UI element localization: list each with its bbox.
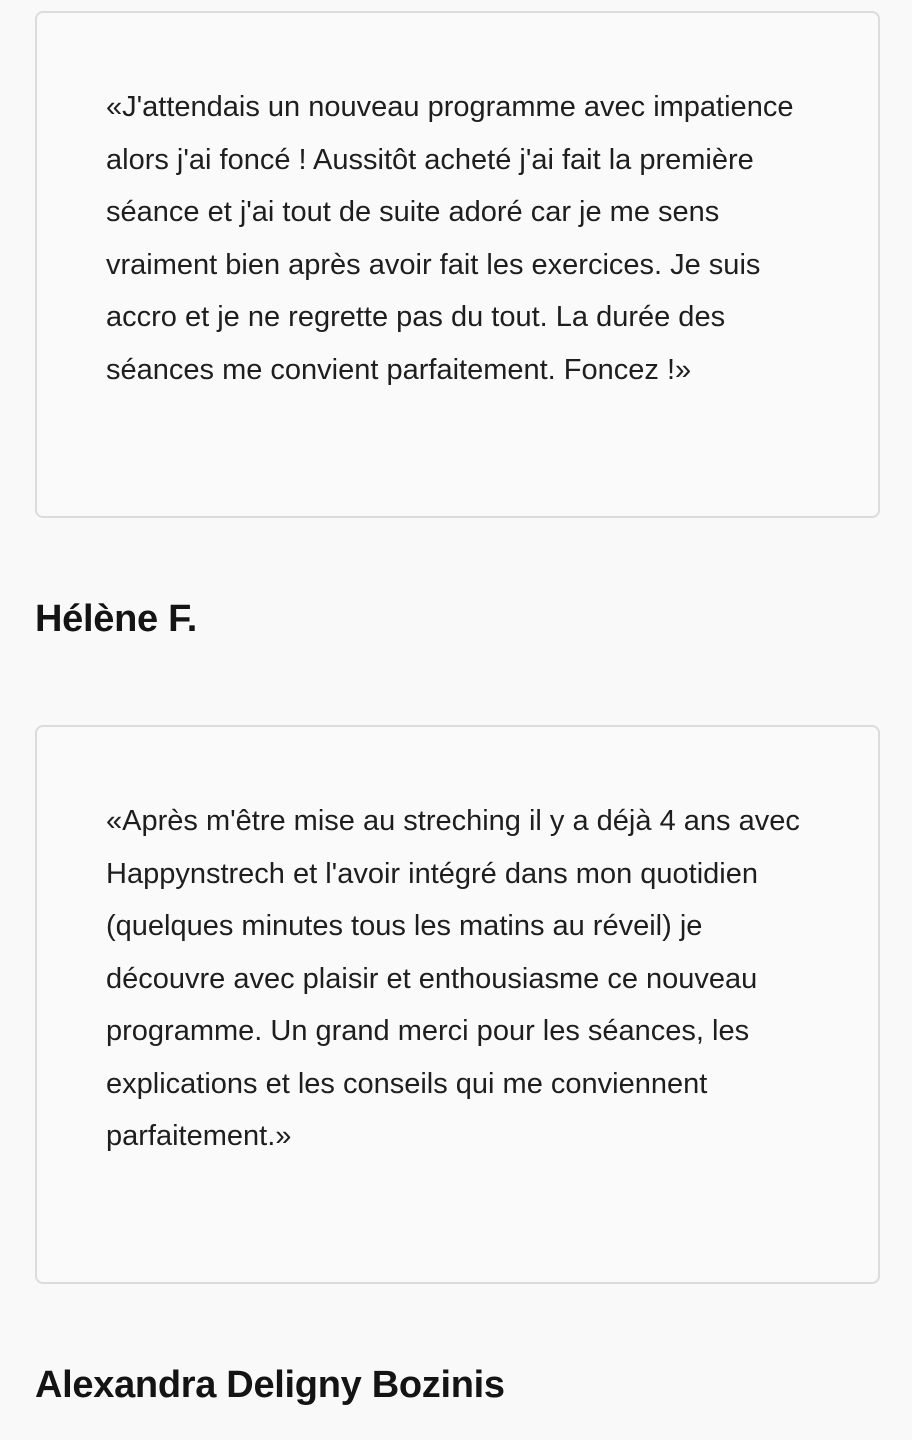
testimonial-quote: «J'attendais un nouveau programme avec impatience alors j'ai foncé ! Aussitôt acheté j'ai fait la première séance et j'ai tout de suite adoré car je me sens vraiment bien après avoir fait les exercices. Je suis accro et je ne regrette pas du tout. La durée des séances me convient parfaitement. Foncez !» (106, 91, 794, 386)
testimonial-card (35, 11, 880, 518)
testimonial-author: Hélène F. (35, 598, 198, 640)
testimonial-quote: «Après m'être mise au streching il y a déjà 4 ans avec Happynstrech et l'avoir intégré dans mon quotidien (quelques minutes tous les matins au réveil) je découvre avec plaisir et enthousiasme ce nouveau programme. Un grand merci pour les séances, les explications et les conseils qui me conviennent parfaitement.» (106, 805, 800, 1152)
testimonial-card (35, 725, 880, 1284)
testimonial-author: Alexandra Deligny Bozinis (35, 1364, 505, 1406)
